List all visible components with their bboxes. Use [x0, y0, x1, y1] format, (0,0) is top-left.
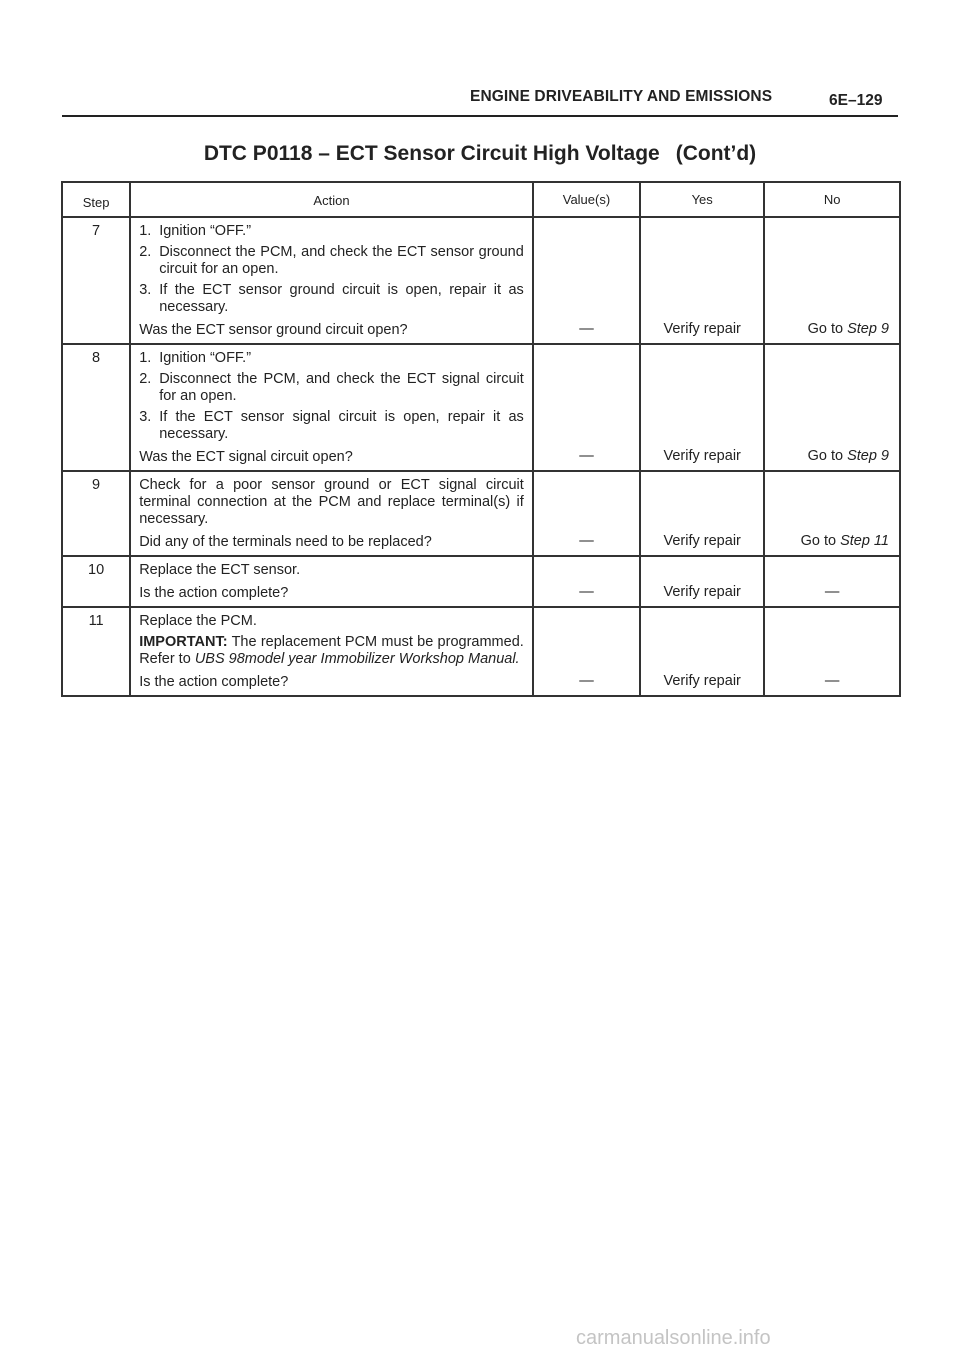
- table-header-row: [62, 182, 900, 217]
- action-text: Replace the ECT sensor.: [139, 562, 301, 578]
- col-action-header: Action: [130, 182, 533, 217]
- important-note: IMPORTANT: The replacement PCM must be programmed. Refer to UBS 98model year Immobilizer Workshop Manual.: [139, 634, 524, 667]
- diagnostic-table: [61, 181, 901, 697]
- yes-cell: Verify repair: [640, 607, 764, 696]
- action-item: 1. Ignition “OFF.”: [139, 350, 252, 366]
- section-header: ENGINE DRIVEABILITY AND EMISSIONS: [470, 88, 773, 105]
- step-number: 7: [62, 217, 130, 344]
- action-question: Did any of the terminals need to be replaced?: [139, 534, 432, 550]
- manual-reference: UBS 98model year Immobilizer Workshop Manual.: [194, 651, 520, 667]
- action-cell: [130, 607, 533, 696]
- no-cell: Go to Step 9: [764, 217, 900, 344]
- step-link[interactable]: Step 11: [840, 533, 889, 549]
- action-cell: [130, 556, 533, 607]
- title-suffix: (Cont’d): [675, 142, 757, 165]
- action-question: Was the ECT sensor ground circuit open?: [139, 322, 408, 338]
- title-main: DTC P0118 – ECT Sensor Circuit High Voltage: [203, 142, 660, 165]
- action-item: 3. If the ECT sensor signal circuit is open, repair it as necessary.: [139, 409, 524, 442]
- table-row-step-9: [62, 471, 900, 556]
- action-item: 1. Ignition “OFF.”: [139, 223, 252, 239]
- yes-cell: Verify repair: [640, 217, 764, 344]
- page-title: [62, 142, 898, 166]
- value-cell: —: [533, 217, 640, 344]
- action-cell: [130, 471, 533, 556]
- action-question: Was the ECT signal circuit open?: [139, 449, 353, 465]
- col-values-header: Value(s): [533, 182, 640, 217]
- value-cell: —: [533, 344, 640, 471]
- no-cell: —: [764, 607, 900, 696]
- action-question: Is the action complete?: [139, 585, 289, 601]
- action-text: Check for a poor sensor ground or ECT signal circuit terminal connection at the PCM and replace terminal(s) if necessary.: [139, 477, 524, 527]
- col-yes-header: Yes: [640, 182, 764, 217]
- watermark: carmanualsonline.info: [576, 1327, 771, 1349]
- page-number: 6E–129: [829, 92, 883, 109]
- action-item: 3. If the ECT sensor ground circuit is open, repair it as necessary.: [139, 282, 524, 315]
- table-row-step-7: [62, 217, 900, 344]
- value-cell: —: [533, 471, 640, 556]
- action-cell: [130, 344, 533, 471]
- col-step-header: Step: [62, 182, 130, 217]
- table-row-step-11: [62, 607, 900, 696]
- step-number: 11: [62, 607, 130, 696]
- no-cell: Go to Step 9: [764, 344, 900, 471]
- col-no-header: No: [764, 182, 900, 217]
- action-item: 2. Disconnect the PCM, and check the ECT sensor ground circuit for an open.: [139, 244, 524, 277]
- step-number: 8: [62, 344, 130, 471]
- action-text: Replace the PCM.: [139, 613, 257, 629]
- action-cell: [130, 217, 533, 344]
- value-cell: —: [533, 556, 640, 607]
- important-label: IMPORTANT:: [139, 634, 228, 650]
- yes-cell: Verify repair: [640, 471, 764, 556]
- no-cell: —: [764, 556, 900, 607]
- step-number: 10: [62, 556, 130, 607]
- action-item: 2. Disconnect the PCM, and check the ECT signal circuit for an open.: [139, 371, 524, 404]
- no-cell: Go to Step 11: [764, 471, 900, 556]
- step-link[interactable]: Step 9: [847, 321, 889, 337]
- table-row-step-8: [62, 344, 900, 471]
- yes-cell: Verify repair: [640, 344, 764, 471]
- value-cell: —: [533, 607, 640, 696]
- header-rule: [62, 115, 898, 117]
- step-link[interactable]: Step 9: [847, 448, 889, 464]
- action-question: Is the action complete?: [139, 674, 289, 690]
- yes-cell: Verify repair: [640, 556, 764, 607]
- step-number: 9: [62, 471, 130, 556]
- table-row-step-10: [62, 556, 900, 607]
